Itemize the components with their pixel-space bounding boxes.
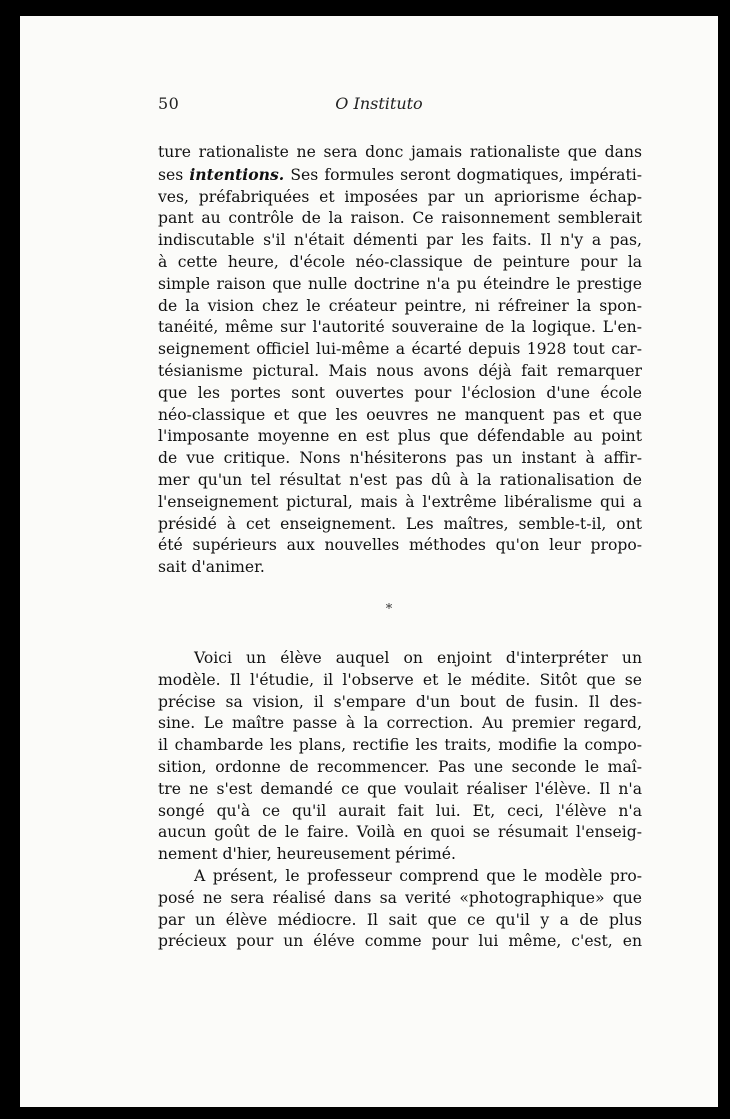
text-line: songé qu'à ce qu'il aurait fait lui. Et, ceci, l'élève n'a xyxy=(158,801,642,820)
text-line: l'imposante moyenne en est plus que défendable au point xyxy=(158,427,642,446)
text-line: nement d'hier, heureusement périmé. xyxy=(158,845,456,864)
text-line: A présent, le professeur comprend que le modèle pro- xyxy=(194,866,642,885)
body-text-section xyxy=(158,648,642,953)
text-line: pant au contrôle de la raison. Ce raisonnement semblerait xyxy=(158,209,642,228)
text-line: tésianisme pictural. Mais nous avons déjà fait remarquer xyxy=(158,361,642,380)
text-line: été supérieurs aux nouvelles méthodes qu'on leur propo- xyxy=(158,536,642,555)
page-header xyxy=(20,94,718,118)
text-line: l'enseignement pictural, mais à l'extrême libéralisme qui a xyxy=(158,492,642,511)
section-separator: * xyxy=(385,602,393,617)
text-line: précise sa vision, il s'empare d'un bout de fusin. Il des- xyxy=(158,692,642,711)
text-line: sine. Le maître passe à la correction. Au premier regard, xyxy=(158,714,642,733)
text-line: tre ne s'est demandé ce que voulait réaliser l'élève. Il n'a xyxy=(158,779,642,798)
text-line: précieux pour un éléve comme pour lui même, c'est, en xyxy=(158,932,642,951)
text-fragment: Ses formules seront dogmatiques, impérati- xyxy=(290,165,642,184)
text-line: par un élève médiocre. Il sait que ce qu'il y a de plus xyxy=(158,910,642,929)
body-text-continued xyxy=(158,142,642,579)
text-line: à cette heure, d'école néo-classique de peinture pour la xyxy=(158,252,642,271)
paragraph xyxy=(158,866,642,953)
text-line: Voici un élève auquel on enjoint d'interpréter un xyxy=(194,649,642,667)
running-title: O Instituto xyxy=(335,94,423,113)
paragraph xyxy=(158,648,642,866)
text-line: posé ne sera réalisé dans sa verité «photographique» que xyxy=(158,888,642,907)
text-line: néo-classique et que les oeuvres ne manquent pas et que xyxy=(158,405,642,424)
text-line: ture rationaliste ne sera donc jamais rationaliste que dans xyxy=(158,143,642,161)
text-line: de la vision chez le créateur peintre, ni réfreiner la spon- xyxy=(158,296,642,315)
italic-term: intentions. xyxy=(189,164,285,184)
text-line: simple raison que nulle doctrine n'a pu éteindre le prestige xyxy=(158,274,642,293)
text-line: présidé à cet enseignement. Les maîtres, semble-t-il, ont xyxy=(158,514,642,533)
text-line: sait d'animer. xyxy=(158,558,265,577)
text-line xyxy=(158,164,642,187)
text-line: tanéité, même sur l'autorité souveraine de la logique. L'en- xyxy=(158,318,642,337)
text-line: indiscutable s'il n'était démenti par les faits. Il n'y a pas, xyxy=(158,231,642,250)
text-line: il chambarde les plans, rectifie les traits, modifie la compo- xyxy=(158,736,642,755)
text-line: sition, ordonne de recommencer. Pas une seconde le maî- xyxy=(158,757,642,776)
text-line: mer qu'un tel résultat n'est pas dû à la rationalisation de xyxy=(158,470,642,489)
document-page xyxy=(20,16,718,1107)
page-number: 50 xyxy=(158,94,180,113)
text-fragment: ses xyxy=(158,165,184,184)
text-line: que les portes sont ouvertes pour l'éclosion d'une école xyxy=(158,383,642,402)
text-line: de vue critique. Nons n'hésiterons pas un instant à affir- xyxy=(158,449,642,468)
text-line: ves, préfabriquées et imposées par un apriorisme échap- xyxy=(158,187,642,206)
text-line: modèle. Il l'étudie, il l'observe et le médite. Sitôt que se xyxy=(158,670,642,689)
text-line: aucun goût de le faire. Voilà en quoi se résumait l'enseig- xyxy=(158,823,642,842)
text-line: seignement officiel lui-même a écarté depuis 1928 tout car- xyxy=(158,340,642,359)
